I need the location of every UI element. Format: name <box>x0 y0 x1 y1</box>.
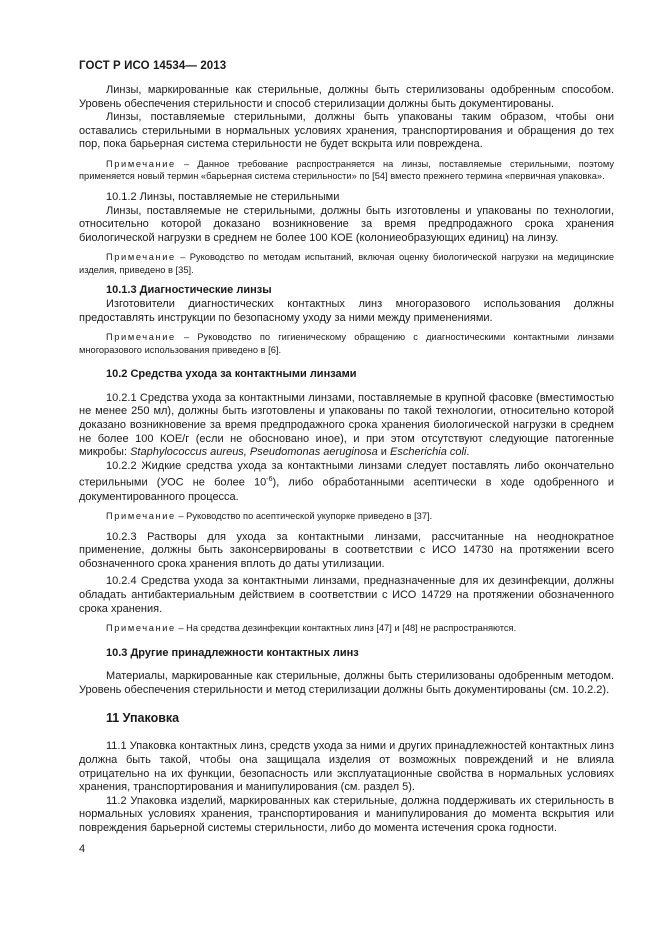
note-label: Примечание <box>106 623 176 634</box>
paragraph-10-2-1: 10.2.1 Средства ухода за контактными линзами, поставляемые в крупной фасовке (вместимостью не менее 250 мл), должны быть изготовлены и упакованы по такой технологии, относительно которой доказано возникновение за время предпродажного срока хранения биологической нагрузки в среднем не более 100 КОЕ/г (если не обосновано иное), и при этом отсутствуют следующие патогенные микробы: Staphylococcus aureus, Pseudomonas aeruginosa и Escherichia coli. <box>79 391 614 459</box>
paragraph-11-1: 11.1 Упаковка контактных линз, средств ухода за ними и других принадлежностей контактных линз должна быть такой, чтобы она защищала изделия от возможных повреждений и не влияла отрицательно на их функции, безопасность или эксплуатационные свойства в нормальных условиях хранения, транспортирования и манипулирования (см. раздел 5). <box>79 740 614 794</box>
document-body <box>79 84 614 836</box>
note-sterility-barrier <box>79 158 614 183</box>
paragraph-10-2-3: 10.2.3 Растворы для ухода за контактными линзами, рассчитанные на неоднократное применение, должны быть законсервированы в соответствии с ИСО 14730 на протяжении всего обозначенного срока хранения вплоть до даты утилизации. <box>79 530 614 570</box>
section-title-10-2: 10.2 Средства ухода за контактными линзами <box>106 368 357 381</box>
paragraph-diagnostic-lenses: Изготовители диагностических контактных линз многоразового использования должны предоставлять инструкции по безопасному уходу за ними между применениями. <box>79 297 614 324</box>
note-label: Примечание <box>106 158 176 169</box>
paragraph-10-2-4: 10.2.4 Средства ухода за контактными линзами, предназначенные для их дезинфекции, должны обладать антибактериальным действием в соответствии с ИСО 14729 на протяжении обозначенного срока хранения. <box>79 575 614 615</box>
page-number: 4 <box>79 843 86 855</box>
note-aseptic <box>79 510 614 523</box>
subsection-title-10-1-2: 10.1.2 Линзы, поставляемые не стерильными <box>106 190 340 203</box>
note-hygiene <box>79 331 614 356</box>
note-text: – Руководство по гигиеническому обращению с диагностическими контактными линзами многоразового использования приведено в [6]. <box>79 332 614 355</box>
note-text: – Руководство по асептической укупорке приведено в [37]. <box>175 511 433 522</box>
species-ecoli: Escherichia coli <box>390 446 467 459</box>
note-text: – Руководство по методам испытаний, включая оценку биологической нагрузки на медицинские изделия, приведено в [35]. <box>79 252 614 275</box>
note-label: Примечание <box>106 332 176 343</box>
exponent: -6 <box>266 476 273 484</box>
paragraph-accessories: Материалы, маркированные как стерильные, должны быть стерилизованы одобренным методом. Уровень обеспечения стерильности и метод стерилизации должны быть документированы (см. 10.2.2). <box>79 670 614 696</box>
paragraph-sterile-supply: Линзы, поставляемые стерильными, должны быть упакованы таким образом, чтобы они оставались стерильными в нормальных условиях хранения, транспортирования и обращения до тех пор, пока барьерная система стерильности не будет вскрыта или повреждена. <box>79 111 614 151</box>
note-test-methods <box>79 251 614 276</box>
paragraph-non-sterile-lenses: Линзы, поставляемые не стерильными, должны быть изготовлены и упакованы по технологии, относительно которой доказано возникновение за время предпродажного срока хранения биологической нагрузки в среднем не более 100 КОЕ (колониеобразующих единиц) на линзу. <box>79 204 614 244</box>
note-label: Примечание <box>106 252 176 263</box>
species-names: Staphylococcus aureus, Pseudomonas aeruginosa <box>130 446 378 459</box>
section-title-11: 11 Упаковка <box>106 711 180 726</box>
paragraph-11-2: 11.2 Упаковка изделий, маркированных как стерильные, должна поддерживать их стерильность в нормальных условиях хранения, транспортирования и манипулирования до момента вскрытия или повреждения барьерной системы стерильности, либо до момента истечения срока годности. <box>79 794 614 835</box>
paragraph-10-2-2: 10.2.2 Жидкие средства ухода за контактными линзами следует поставлять либо окончательно стерильными (УОС не более $10^{-6}$), либо обработанными асептически в ходе одобренного и документированного процесса. <box>79 459 614 503</box>
note-text: – На средства дезинфекции контактных линз [47] и [48] не распространяются. <box>175 623 517 634</box>
section-title-10-3: 10.3 Другие принадлежности контактных линз <box>106 646 359 659</box>
note-disinfection <box>79 622 614 635</box>
subsection-title-10-1-3: 10.1.3 Диагностические линзы <box>106 284 272 297</box>
note-text: – Данное требование распространяется на линзы, поставляемые стерильными, поэтому применяется новый термин «барьерная система стерильности» по [54] вместо прежнего термина «первичная упаковка». <box>79 158 614 182</box>
document-header: ГОСТ Р ИСО 14534— 2013 <box>79 60 227 72</box>
paragraph-sterile-marking: Линзы, маркированные как стерильные, должны быть стерилизованы одобренным способом. Уровень обеспечения стерильности и способ стерилизации должны быть документированы. <box>79 84 614 110</box>
note-label: Примечание <box>106 511 176 522</box>
